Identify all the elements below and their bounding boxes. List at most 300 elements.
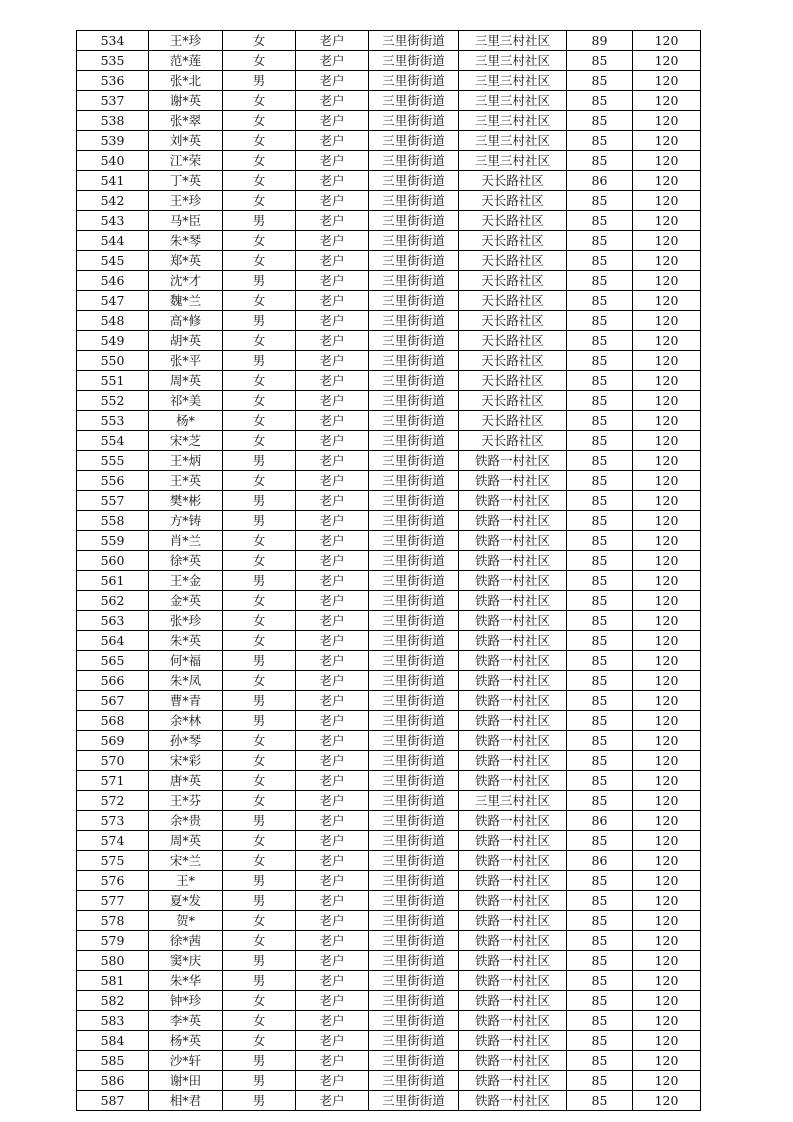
row-number-cell: 562 <box>77 591 149 611</box>
table-row <box>77 491 701 511</box>
household-type-cell: 老户 <box>296 631 369 651</box>
table-row <box>77 191 701 211</box>
table-row <box>77 311 701 331</box>
name-cell: 窦*庆 <box>149 951 223 971</box>
age-cell: 85 <box>567 471 633 491</box>
street-cell: 三里街街道 <box>369 711 459 731</box>
gender-cell: 女 <box>223 431 296 451</box>
community-cell: 天长路社区 <box>459 291 567 311</box>
age-cell: 86 <box>567 851 633 871</box>
gender-cell: 女 <box>223 411 296 431</box>
table-row <box>77 751 701 771</box>
community-cell: 铁路一村社区 <box>459 651 567 671</box>
gender-cell: 男 <box>223 651 296 671</box>
community-cell: 铁路一村社区 <box>459 831 567 851</box>
table-row <box>77 411 701 431</box>
age-cell: 85 <box>567 1071 633 1091</box>
household-type-cell: 老户 <box>296 551 369 571</box>
gender-cell: 男 <box>223 1091 296 1111</box>
row-number-cell: 535 <box>77 51 149 71</box>
amount-cell: 120 <box>633 771 701 791</box>
row-number-cell: 582 <box>77 991 149 1011</box>
amount-cell: 120 <box>633 1091 701 1111</box>
age-cell: 85 <box>567 951 633 971</box>
table-row <box>77 811 701 831</box>
community-cell: 铁路一村社区 <box>459 451 567 471</box>
street-cell: 三里街街道 <box>369 171 459 191</box>
household-type-cell: 老户 <box>296 231 369 251</box>
row-number-cell: 573 <box>77 811 149 831</box>
household-type-cell: 老户 <box>296 531 369 551</box>
street-cell: 三里街街道 <box>369 651 459 671</box>
community-cell: 铁路一村社区 <box>459 811 567 831</box>
amount-cell: 120 <box>633 611 701 631</box>
community-cell: 天长路社区 <box>459 171 567 191</box>
table-row <box>77 391 701 411</box>
amount-cell: 120 <box>633 371 701 391</box>
row-number-cell: 556 <box>77 471 149 491</box>
age-cell: 85 <box>567 771 633 791</box>
row-number-cell: 570 <box>77 751 149 771</box>
table-row <box>77 531 701 551</box>
name-cell: 王* <box>149 871 223 891</box>
table-row <box>77 171 701 191</box>
community-cell: 三里三村社区 <box>459 71 567 91</box>
name-cell: 郑*英 <box>149 251 223 271</box>
street-cell: 三里街街道 <box>369 891 459 911</box>
amount-cell: 120 <box>633 191 701 211</box>
gender-cell: 女 <box>223 171 296 191</box>
household-type-cell: 老户 <box>296 431 369 451</box>
household-type-cell: 老户 <box>296 911 369 931</box>
name-cell: 范*莲 <box>149 51 223 71</box>
age-cell: 85 <box>567 1091 633 1111</box>
amount-cell: 120 <box>633 131 701 151</box>
amount-cell: 120 <box>633 151 701 171</box>
table-row <box>77 911 701 931</box>
age-cell: 85 <box>567 291 633 311</box>
street-cell: 三里街街道 <box>369 831 459 851</box>
community-cell: 三里三村社区 <box>459 791 567 811</box>
community-cell: 天长路社区 <box>459 191 567 211</box>
street-cell: 三里街街道 <box>369 311 459 331</box>
household-type-cell: 老户 <box>296 191 369 211</box>
gender-cell: 男 <box>223 311 296 331</box>
table-row <box>77 1011 701 1031</box>
community-cell: 铁路一村社区 <box>459 751 567 771</box>
amount-cell: 120 <box>633 731 701 751</box>
amount-cell: 120 <box>633 531 701 551</box>
gender-cell: 女 <box>223 611 296 631</box>
household-type-cell: 老户 <box>296 611 369 631</box>
household-type-cell: 老户 <box>296 1011 369 1031</box>
gender-cell: 女 <box>223 231 296 251</box>
table-row <box>77 731 701 751</box>
community-cell: 天长路社区 <box>459 231 567 251</box>
community-cell: 铁路一村社区 <box>459 531 567 551</box>
household-type-cell: 老户 <box>296 31 369 51</box>
community-cell: 铁路一村社区 <box>459 951 567 971</box>
community-cell: 铁路一村社区 <box>459 1051 567 1071</box>
row-number-cell: 544 <box>77 231 149 251</box>
table-row <box>77 131 701 151</box>
gender-cell: 女 <box>223 591 296 611</box>
household-type-cell: 老户 <box>296 131 369 151</box>
name-cell: 余*林 <box>149 711 223 731</box>
community-cell: 铁路一村社区 <box>459 871 567 891</box>
age-cell: 86 <box>567 811 633 831</box>
row-number-cell: 558 <box>77 511 149 531</box>
age-cell: 86 <box>567 171 633 191</box>
name-cell: 张*北 <box>149 71 223 91</box>
street-cell: 三里街街道 <box>369 751 459 771</box>
household-type-cell: 老户 <box>296 291 369 311</box>
amount-cell: 120 <box>633 671 701 691</box>
gender-cell: 男 <box>223 1051 296 1071</box>
household-type-cell: 老户 <box>296 351 369 371</box>
table-row <box>77 931 701 951</box>
community-cell: 天长路社区 <box>459 431 567 451</box>
age-cell: 85 <box>567 631 633 651</box>
name-cell: 曹*青 <box>149 691 223 711</box>
community-cell: 铁路一村社区 <box>459 591 567 611</box>
street-cell: 三里街街道 <box>369 911 459 931</box>
street-cell: 三里街街道 <box>369 991 459 1011</box>
age-cell: 85 <box>567 751 633 771</box>
amount-cell: 120 <box>633 271 701 291</box>
row-number-cell: 539 <box>77 131 149 151</box>
amount-cell: 120 <box>633 711 701 731</box>
table-row <box>77 951 701 971</box>
name-cell: 张*珍 <box>149 611 223 631</box>
name-cell: 宋*彩 <box>149 751 223 771</box>
row-number-cell: 572 <box>77 791 149 811</box>
street-cell: 三里街街道 <box>369 331 459 351</box>
gender-cell: 男 <box>223 811 296 831</box>
table-row <box>77 571 701 591</box>
amount-cell: 120 <box>633 1051 701 1071</box>
row-number-cell: 540 <box>77 151 149 171</box>
table-row <box>77 51 701 71</box>
gender-cell: 女 <box>223 931 296 951</box>
gender-cell: 女 <box>223 991 296 1011</box>
age-cell: 85 <box>567 991 633 1011</box>
table-row <box>77 651 701 671</box>
name-cell: 张*平 <box>149 351 223 371</box>
table-row <box>77 511 701 531</box>
row-number-cell: 553 <box>77 411 149 431</box>
street-cell: 三里街街道 <box>369 811 459 831</box>
age-cell: 85 <box>567 371 633 391</box>
name-cell: 魏*兰 <box>149 291 223 311</box>
row-number-cell: 587 <box>77 1091 149 1111</box>
community-cell: 天长路社区 <box>459 411 567 431</box>
community-cell: 铁路一村社区 <box>459 731 567 751</box>
table-row <box>77 31 701 51</box>
table-row <box>77 831 701 851</box>
table-row <box>77 1091 701 1111</box>
row-number-cell: 575 <box>77 851 149 871</box>
street-cell: 三里街街道 <box>369 1011 459 1031</box>
table-row <box>77 971 701 991</box>
name-cell: 朱*琴 <box>149 231 223 251</box>
row-number-cell: 568 <box>77 711 149 731</box>
age-cell: 85 <box>567 671 633 691</box>
gender-cell: 女 <box>223 331 296 351</box>
community-cell: 三里三村社区 <box>459 111 567 131</box>
community-cell: 铁路一村社区 <box>459 1031 567 1051</box>
table-row <box>77 1071 701 1091</box>
name-cell: 杨* <box>149 411 223 431</box>
community-cell: 铁路一村社区 <box>459 631 567 651</box>
age-cell: 85 <box>567 351 633 371</box>
household-type-cell: 老户 <box>296 1091 369 1111</box>
gender-cell: 女 <box>223 391 296 411</box>
community-cell: 三里三村社区 <box>459 51 567 71</box>
amount-cell: 120 <box>633 691 701 711</box>
gender-cell: 女 <box>223 151 296 171</box>
street-cell: 三里街街道 <box>369 91 459 111</box>
age-cell: 85 <box>567 1051 633 1071</box>
name-cell: 王*金 <box>149 571 223 591</box>
amount-cell: 120 <box>633 951 701 971</box>
household-type-cell: 老户 <box>296 411 369 431</box>
street-cell: 三里街街道 <box>369 491 459 511</box>
gender-cell: 女 <box>223 291 296 311</box>
street-cell: 三里街街道 <box>369 411 459 431</box>
household-type-cell: 老户 <box>296 671 369 691</box>
amount-cell: 120 <box>633 591 701 611</box>
gender-cell: 男 <box>223 351 296 371</box>
household-type-cell: 老户 <box>296 1071 369 1091</box>
row-number-cell: 581 <box>77 971 149 991</box>
row-number-cell: 579 <box>77 931 149 951</box>
gender-cell: 男 <box>223 571 296 591</box>
gender-cell: 女 <box>223 831 296 851</box>
row-number-cell: 545 <box>77 251 149 271</box>
amount-cell: 120 <box>633 571 701 591</box>
row-number-cell: 537 <box>77 91 149 111</box>
street-cell: 三里街街道 <box>369 151 459 171</box>
gender-cell: 男 <box>223 951 296 971</box>
gender-cell: 男 <box>223 871 296 891</box>
street-cell: 三里街街道 <box>369 1071 459 1091</box>
table-row <box>77 91 701 111</box>
table-row <box>77 271 701 291</box>
name-cell: 孙*琴 <box>149 731 223 751</box>
name-cell: 沙*轩 <box>149 1051 223 1071</box>
amount-cell: 120 <box>633 651 701 671</box>
gender-cell: 女 <box>223 111 296 131</box>
age-cell: 85 <box>567 151 633 171</box>
name-cell: 朱*凤 <box>149 671 223 691</box>
community-cell: 三里三村社区 <box>459 151 567 171</box>
table-row <box>77 331 701 351</box>
table-row <box>77 691 701 711</box>
street-cell: 三里街街道 <box>369 271 459 291</box>
table-row <box>77 371 701 391</box>
row-number-cell: 580 <box>77 951 149 971</box>
age-cell: 85 <box>567 491 633 511</box>
household-type-cell: 老户 <box>296 391 369 411</box>
gender-cell: 女 <box>223 851 296 871</box>
community-cell: 天长路社区 <box>459 271 567 291</box>
household-type-cell: 老户 <box>296 751 369 771</box>
household-type-cell: 老户 <box>296 851 369 871</box>
age-cell: 85 <box>567 271 633 291</box>
row-number-cell: 578 <box>77 911 149 931</box>
row-number-cell: 546 <box>77 271 149 291</box>
name-cell: 朱*英 <box>149 631 223 651</box>
amount-cell: 120 <box>633 51 701 71</box>
name-cell: 杨*英 <box>149 1031 223 1051</box>
amount-cell: 120 <box>633 351 701 371</box>
age-cell: 85 <box>567 911 633 931</box>
age-cell: 85 <box>567 531 633 551</box>
amount-cell: 120 <box>633 791 701 811</box>
amount-cell: 120 <box>633 211 701 231</box>
table-body <box>77 31 701 1111</box>
household-type-cell: 老户 <box>296 791 369 811</box>
gender-cell: 男 <box>223 1071 296 1091</box>
community-cell: 铁路一村社区 <box>459 711 567 731</box>
row-number-cell: 583 <box>77 1011 149 1031</box>
gender-cell: 男 <box>223 891 296 911</box>
community-cell: 天长路社区 <box>459 351 567 371</box>
household-type-cell: 老户 <box>296 731 369 751</box>
age-cell: 85 <box>567 71 633 91</box>
table-row <box>77 871 701 891</box>
age-cell: 89 <box>567 31 633 51</box>
community-cell: 三里三村社区 <box>459 31 567 51</box>
row-number-cell: 584 <box>77 1031 149 1051</box>
row-number-cell: 574 <box>77 831 149 851</box>
name-cell: 刘*英 <box>149 131 223 151</box>
street-cell: 三里街街道 <box>369 351 459 371</box>
gender-cell: 女 <box>223 31 296 51</box>
street-cell: 三里街街道 <box>369 571 459 591</box>
name-cell: 朱*华 <box>149 971 223 991</box>
amount-cell: 120 <box>633 911 701 931</box>
gender-cell: 女 <box>223 911 296 931</box>
gender-cell: 男 <box>223 971 296 991</box>
street-cell: 三里街街道 <box>369 531 459 551</box>
name-cell: 王*珍 <box>149 191 223 211</box>
street-cell: 三里街街道 <box>369 1031 459 1051</box>
row-number-cell: 543 <box>77 211 149 231</box>
amount-cell: 120 <box>633 1071 701 1091</box>
amount-cell: 120 <box>633 751 701 771</box>
household-type-cell: 老户 <box>296 971 369 991</box>
community-cell: 铁路一村社区 <box>459 931 567 951</box>
gender-cell: 男 <box>223 511 296 531</box>
age-cell: 85 <box>567 251 633 271</box>
age-cell: 85 <box>567 1011 633 1031</box>
amount-cell: 120 <box>633 411 701 431</box>
table-row <box>77 591 701 611</box>
name-cell: 贺* <box>149 911 223 931</box>
age-cell: 85 <box>567 211 633 231</box>
community-cell: 铁路一村社区 <box>459 971 567 991</box>
row-number-cell: 585 <box>77 1051 149 1071</box>
community-cell: 铁路一村社区 <box>459 991 567 1011</box>
row-number-cell: 538 <box>77 111 149 131</box>
age-cell: 85 <box>567 831 633 851</box>
street-cell: 三里街街道 <box>369 771 459 791</box>
street-cell: 三里街街道 <box>369 511 459 531</box>
amount-cell: 120 <box>633 1011 701 1031</box>
household-type-cell: 老户 <box>296 331 369 351</box>
household-type-cell: 老户 <box>296 871 369 891</box>
gender-cell: 女 <box>223 131 296 151</box>
street-cell: 三里街街道 <box>369 391 459 411</box>
table-row <box>77 551 701 571</box>
street-cell: 三里街街道 <box>369 111 459 131</box>
table-row <box>77 111 701 131</box>
table-row <box>77 351 701 371</box>
household-type-cell: 老户 <box>296 211 369 231</box>
community-cell: 天长路社区 <box>459 331 567 351</box>
amount-cell: 120 <box>633 931 701 951</box>
age-cell: 85 <box>567 391 633 411</box>
community-cell: 铁路一村社区 <box>459 611 567 631</box>
table-row <box>77 1031 701 1051</box>
community-cell: 铁路一村社区 <box>459 691 567 711</box>
amount-cell: 120 <box>633 971 701 991</box>
household-type-cell: 老户 <box>296 591 369 611</box>
name-cell: 祁*美 <box>149 391 223 411</box>
gender-cell: 女 <box>223 731 296 751</box>
community-cell: 铁路一村社区 <box>459 911 567 931</box>
amount-cell: 120 <box>633 471 701 491</box>
amount-cell: 120 <box>633 1031 701 1051</box>
row-number-cell: 571 <box>77 771 149 791</box>
table-row <box>77 791 701 811</box>
age-cell: 85 <box>567 791 633 811</box>
community-cell: 铁路一村社区 <box>459 671 567 691</box>
row-number-cell: 555 <box>77 451 149 471</box>
amount-cell: 120 <box>633 171 701 191</box>
row-number-cell: 547 <box>77 291 149 311</box>
community-cell: 天长路社区 <box>459 251 567 271</box>
gender-cell: 女 <box>223 551 296 571</box>
row-number-cell: 548 <box>77 311 149 331</box>
age-cell: 85 <box>567 411 633 431</box>
table-row <box>77 431 701 451</box>
household-type-cell: 老户 <box>296 471 369 491</box>
name-cell: 胡*英 <box>149 331 223 351</box>
age-cell: 85 <box>567 111 633 131</box>
street-cell: 三里街街道 <box>369 1051 459 1071</box>
row-number-cell: 551 <box>77 371 149 391</box>
row-number-cell: 552 <box>77 391 149 411</box>
row-number-cell: 567 <box>77 691 149 711</box>
community-cell: 铁路一村社区 <box>459 551 567 571</box>
community-cell: 铁路一村社区 <box>459 1091 567 1111</box>
household-type-cell: 老户 <box>296 1031 369 1051</box>
street-cell: 三里街街道 <box>369 451 459 471</box>
household-type-cell: 老户 <box>296 51 369 71</box>
household-type-cell: 老户 <box>296 1051 369 1071</box>
age-cell: 85 <box>567 551 633 571</box>
data-table <box>76 30 701 1111</box>
community-cell: 三里三村社区 <box>459 91 567 111</box>
household-type-cell: 老户 <box>296 831 369 851</box>
name-cell: 李*英 <box>149 1011 223 1031</box>
age-cell: 85 <box>567 511 633 531</box>
name-cell: 高*修 <box>149 311 223 331</box>
amount-cell: 120 <box>633 811 701 831</box>
